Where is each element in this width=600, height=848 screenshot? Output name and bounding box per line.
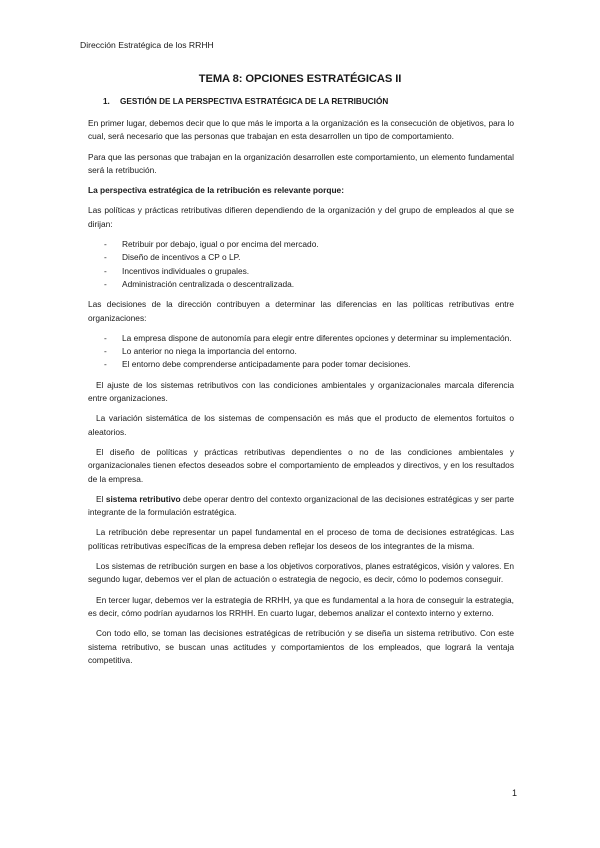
paragraph: La retribución debe representar un papel fundamental en el proceso de toma de decisiones estratégicas. Las políticas retributivas específicas de la empresa deben reflejar los deseos de los integrantes de la misma. xyxy=(88,527,514,551)
list-item: - La empresa dispone de autonomía para elegir entre diferentes opciones y determinar su implementación. xyxy=(88,332,514,345)
section-number: 1. xyxy=(103,97,110,106)
list-item: - El entorno debe comprenderse anticipadamente para poder tomar decisiones. xyxy=(88,358,514,371)
document-body xyxy=(88,117,514,674)
dash-bullet: - xyxy=(104,278,107,289)
list-item: - Retribuir por debajo, igual o por encima del mercado. xyxy=(88,238,514,251)
bold-lead: La perspectiva estratégica de la retribución es relevante porque: xyxy=(88,185,344,196)
dash-bullet: - xyxy=(104,265,107,276)
dash-bullet: - xyxy=(104,239,107,250)
dash-bullet: - xyxy=(104,332,107,343)
dash-bullet: - xyxy=(104,252,107,263)
section-heading xyxy=(103,97,388,106)
page-number: 1 xyxy=(512,788,518,798)
paragraph: El diseño de políticas y prácticas retributivas dependientes o no de las condiciones ambientales y organizacionales tienen efectos deseados sobre el comportamiento de empleados y directivos, y en los resultados de la empresa. xyxy=(88,446,514,484)
paragraph: El ajuste de los sistemas retributivos con las condiciones ambientales y organizacionales marcala diferencia entre organizaciones. xyxy=(88,379,514,404)
bullet-list xyxy=(88,238,514,291)
paragraph: En primer lugar, debemos decir que lo que más le importa a la organización es la consecución de objetivos, para lo cual, será necesario que las personas que trabajan en esta desarrollen un tipo de comportamiento. xyxy=(88,118,514,142)
paragraph: En tercer lugar, debemos ver la estrategia de RRHH, ya que es fundamental a la hora de conseguir la estrategia, es decir, cómo podrían ayudarnos los RRHH. En cuarto lugar, debemos analizar el contexto interno y externo. xyxy=(88,594,514,618)
bullet-list xyxy=(88,332,514,372)
paragraph: Para que las personas que trabajan en la organización desarrollen este comportamiento, un elemento fundamental será la retribución. xyxy=(88,151,514,175)
paragraph: Las decisiones de la dirección contribuyen a determinar las diferencias en las políticas retributivas entre organizaciones: xyxy=(88,299,514,323)
dash-bullet: - xyxy=(104,359,107,370)
bold-term: sistema retributivo xyxy=(105,493,181,504)
list-item: - Administración centralizada o descentralizada. xyxy=(88,278,514,291)
bold-lead-paragraph xyxy=(88,184,514,197)
dash-bullet: - xyxy=(104,346,107,357)
paragraph: La variación sistemática de los sistemas de compensación es más que el producto de elementos fortuitos o aleatorios. xyxy=(88,413,514,437)
paragraph: Los sistemas de retribución surgen en base a los objetivos corporativos, planes estratégicos, visión y valores. En segundo lugar, debemos ver el plan de actuación o estrategia de negocio, es decir, cómo lo podemos conseguir. xyxy=(88,561,514,585)
section-label: GESTIÓN DE LA PERSPECTIVA ESTRATÉGICA DE LA RETRIBUCIÓN xyxy=(120,97,389,106)
list-item: - Lo anterior no niega la importancia del entorno. xyxy=(88,345,514,358)
document-title: TEMA 8: OPCIONES ESTRATÉGICAS II xyxy=(198,73,402,85)
paragraph: El sistema retributivo debe operar dentro del contexto organizacional de las decisiones estratégicas y ser parte integrante de la formulación estratégica. xyxy=(88,493,514,518)
list-item: - Diseño de incentivos a CP o LP. xyxy=(88,251,514,264)
paragraph: Con todo ello, se toman las decisiones estratégicas de retribución y se diseña un sistema retributivo. Con este sistema retributivo, se buscan unas actitudes y comportamientos de los empleados, que logrará la ventaja competitiva. xyxy=(88,628,514,665)
paragraph: Las políticas y prácticas retributivas difieren dependiendo de la organización y del grupo de empleados al que se dirijan: xyxy=(88,205,514,229)
list-item: - Incentivos individuales o grupales. xyxy=(88,265,514,278)
running-header: Dirección Estratégica de los RRHH xyxy=(80,40,214,50)
